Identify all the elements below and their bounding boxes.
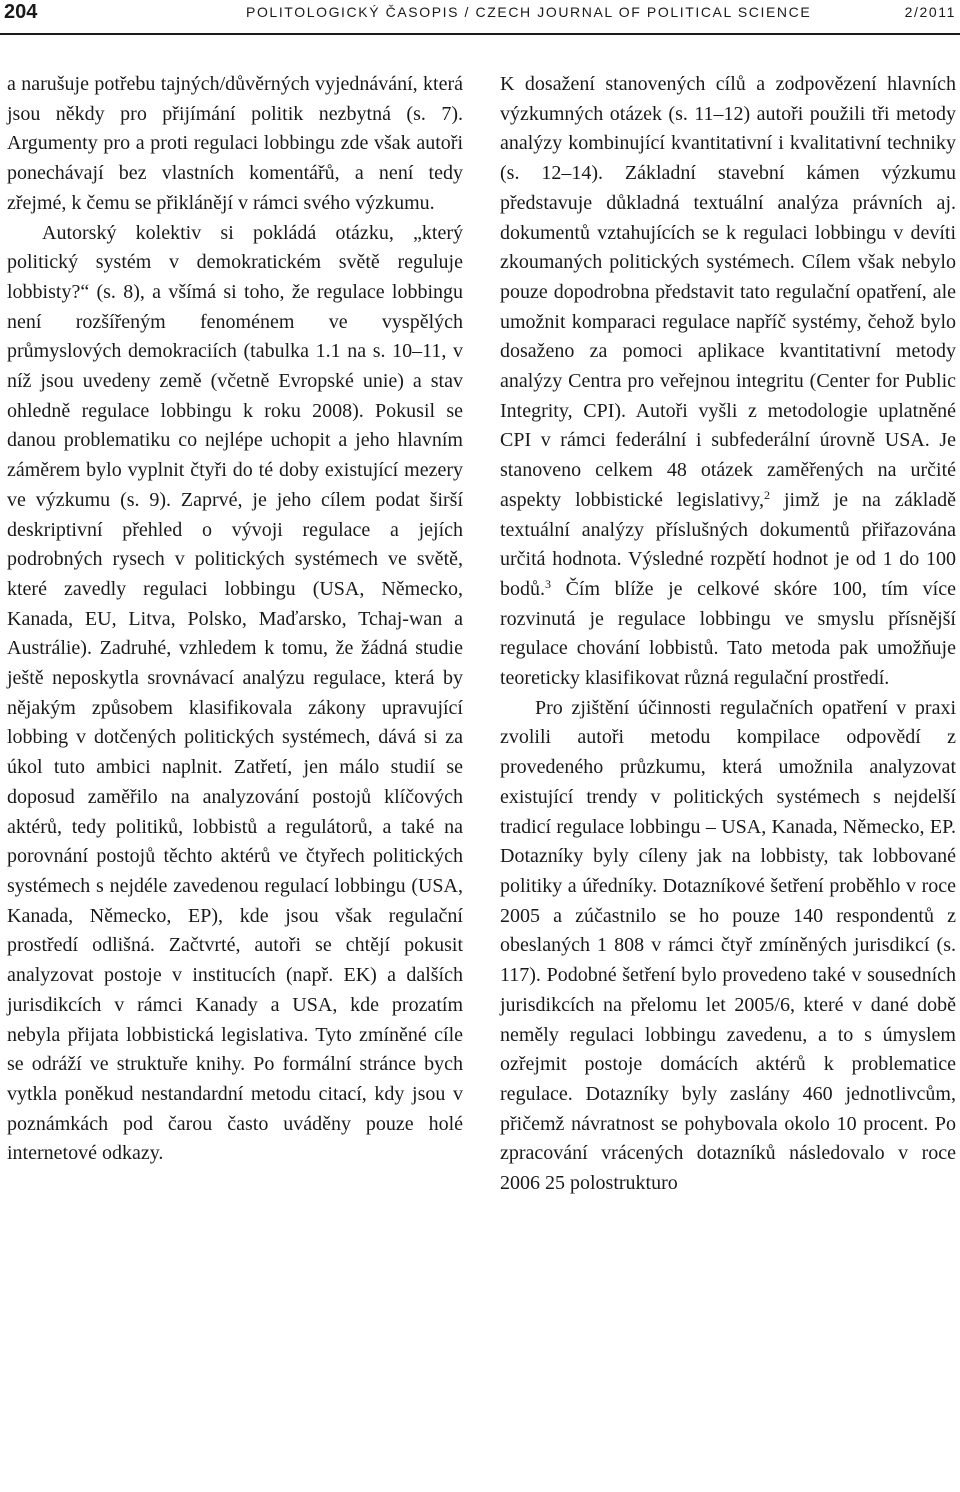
page-number: 204 bbox=[4, 1, 38, 23]
journal-title: POLITOLOGICKÝ ČASOPIS / CZECH JOURNAL OF POLITICAL SCIENCE bbox=[246, 4, 812, 20]
right-paragraph-1-part-a: K dosažení stanovených cílů a zodpovězení hlavních výzkumných otázek (s. 11–12) autoři použili tři metody analýzy kombinující kvantitativní i kvalitativní techniky (s. 12–14). Základní stavební kámen výzkumu představuje důkladná textuální analýza právních aj. dokumentů vztahujících se k regulaci lobbingu v devíti zkoumaných politických systémech. Cílem však nebylo pouze dopodrobna představit tato regulační opatření, ale umožnit komparaci regulace napříč systémy, čehož bylo dosaženo za pomoci aplikace kvantitativní metody analýzy Centra pro veřejnou integritu (Center for Public Integrity, CPI). Autoři vyšli z metodologie uplatněné CPI v rámci federální i subfederální úrovně USA. Je stanoveno celkem 48 otázek zaměřených na určité aspekty lobbistické legislativy, bbox=[500, 73, 956, 511]
page-header bbox=[0, 0, 960, 40]
right-paragraph-1 bbox=[500, 70, 956, 694]
right-paragraph-1-part-b: jimž je na základě textuální analýzy příslušných dokumentů přiřazována určitá hodnota. Výsledné rozpětí hodnot je od 1 do 100 bodů. bbox=[500, 488, 956, 600]
right-column bbox=[500, 70, 956, 1199]
left-paragraph-2: Autorský kolektiv si pokládá otázku, „který politický systém v demokratickém světě reguluje lobbisty?“ (s. 8), a všímá si toho, že regulace lobbingu není rozšířeným fenoménem ve vyspělých průmyslových demokraciích (tabulka 1.1 na s. 10–11, v níž jsou uvedeny země (včetně Evropské unie) a stav ohledně regulace lobbingu k roku 2008). Pokusil se danou problematiku co nejlépe uchopit a jeho hlavním záměrem bylo vyplnit čtyři do té doby existující mezery ve výzkumu (s. 9). Zaprvé, je jeho cílem podat širší deskriptivní přehled o vývoji regulace a jejích podrobných rysech v politických systémech ve světě, které zavedly regulaci lobbingu (USA, Německo, Kanada, EU, Litva, Polsko, Maďarsko, Tchaj-wan a Austrálie). Zadruhé, vzhledem k tomu, že žádná studie ještě neposkytla srovnávací analýzu regulace, která by nějakým způsobem klasifikovala zákony upravující lobbing v dotčených politických systémech, dává si za úkol tuto ambici naplnit. Zatřetí, jen málo studií se doposud zaměřilo na analyzování postojů klíčových aktérů, tedy politiků, lobbistů a regulátorů, a také na porovnání postojů těchto aktérů ve čtyřech politických systémech s nejdéle zavedenou regulací lobbingu (USA, Kanada, Německo, EP), kde jsou však regulační prostředí odlišná. Začtvrté, autoři se chtějí pokusit analyzovat postoje v institucích (např. EK) a dalších jurisdikcích v rámci Kanady a USA, kde prozatím nebyla přijata lobbistická legislativa. Tyto zmíněné cíle se odráží ve struktuře knihy. Po formální stránce bych vytkla poněkud nestandardní metodu citací, kdy jsou v poznámkách pod čarou často uváděny pouze holé internetové odkazy. bbox=[7, 221, 463, 1165]
footnote-marker-2[interactable]: 2 bbox=[763, 487, 770, 502]
header-rule bbox=[0, 33, 960, 35]
left-paragraph-1: a narušuje potřebu tajných/důvěrných vyjednávání, která jsou někdy pro přijímání politik nezbytná (s. 7). Argumenty pro a proti regulaci lobbingu zde však autoři ponechávají bez vlastních komentářů, a není tedy zřejmé, k čemu se přiklánějí v rámci svého výzkumu. bbox=[7, 73, 463, 214]
right-paragraph-2: Pro zjištění účinnosti regulačních opatření v praxi zvolili autoři metodu kompilace odpovědí z provedeného průzkumu, která umožnila analyzovat existující trendy v politických systémech s nejdelší tradicí regulace lobbingu – USA, Kanada, Německo, EP. Dotazníky byly cíleny jak na lobbisty, tak lobbované politiky a úředníky. Dotazníkové šetření proběhlo v roce 2005 a zúčastnilo se ho pouze 140 respondentů z obeslaných 1 808 v rámci čtyř zmíněných jurisdikcí (s. 117). Podobné šetření bylo provedeno také v sousedních jurisdikcích na přelomu let 2005/6, které v dané době neměly regulaci lobbingu zavedenu, a to s úmyslem ozřejmit postoje domácích aktérů k problematice regulace. Dotazníky byly zaslány 460 jednotlivcům, přičemž návratnost se pohybovala okolo 10 procent. Po zpracování vrácených dotazníků následovalo v roce 2006 25 polostrukturo bbox=[500, 696, 956, 1195]
footnote-marker-3[interactable]: 3 bbox=[545, 576, 551, 591]
issue-number: 2/2011 bbox=[904, 4, 956, 20]
right-paragraph-1-part-c: Čím blíže je celkové skóre 100, tím více rozvinutá je regulace lobbingu ve smyslu přísnější regulace chování lobbistů. Tato metoda pak umožňuje teoreticky klasifikovat různá regulační prostředí. bbox=[500, 577, 956, 690]
left-column bbox=[7, 70, 463, 1169]
